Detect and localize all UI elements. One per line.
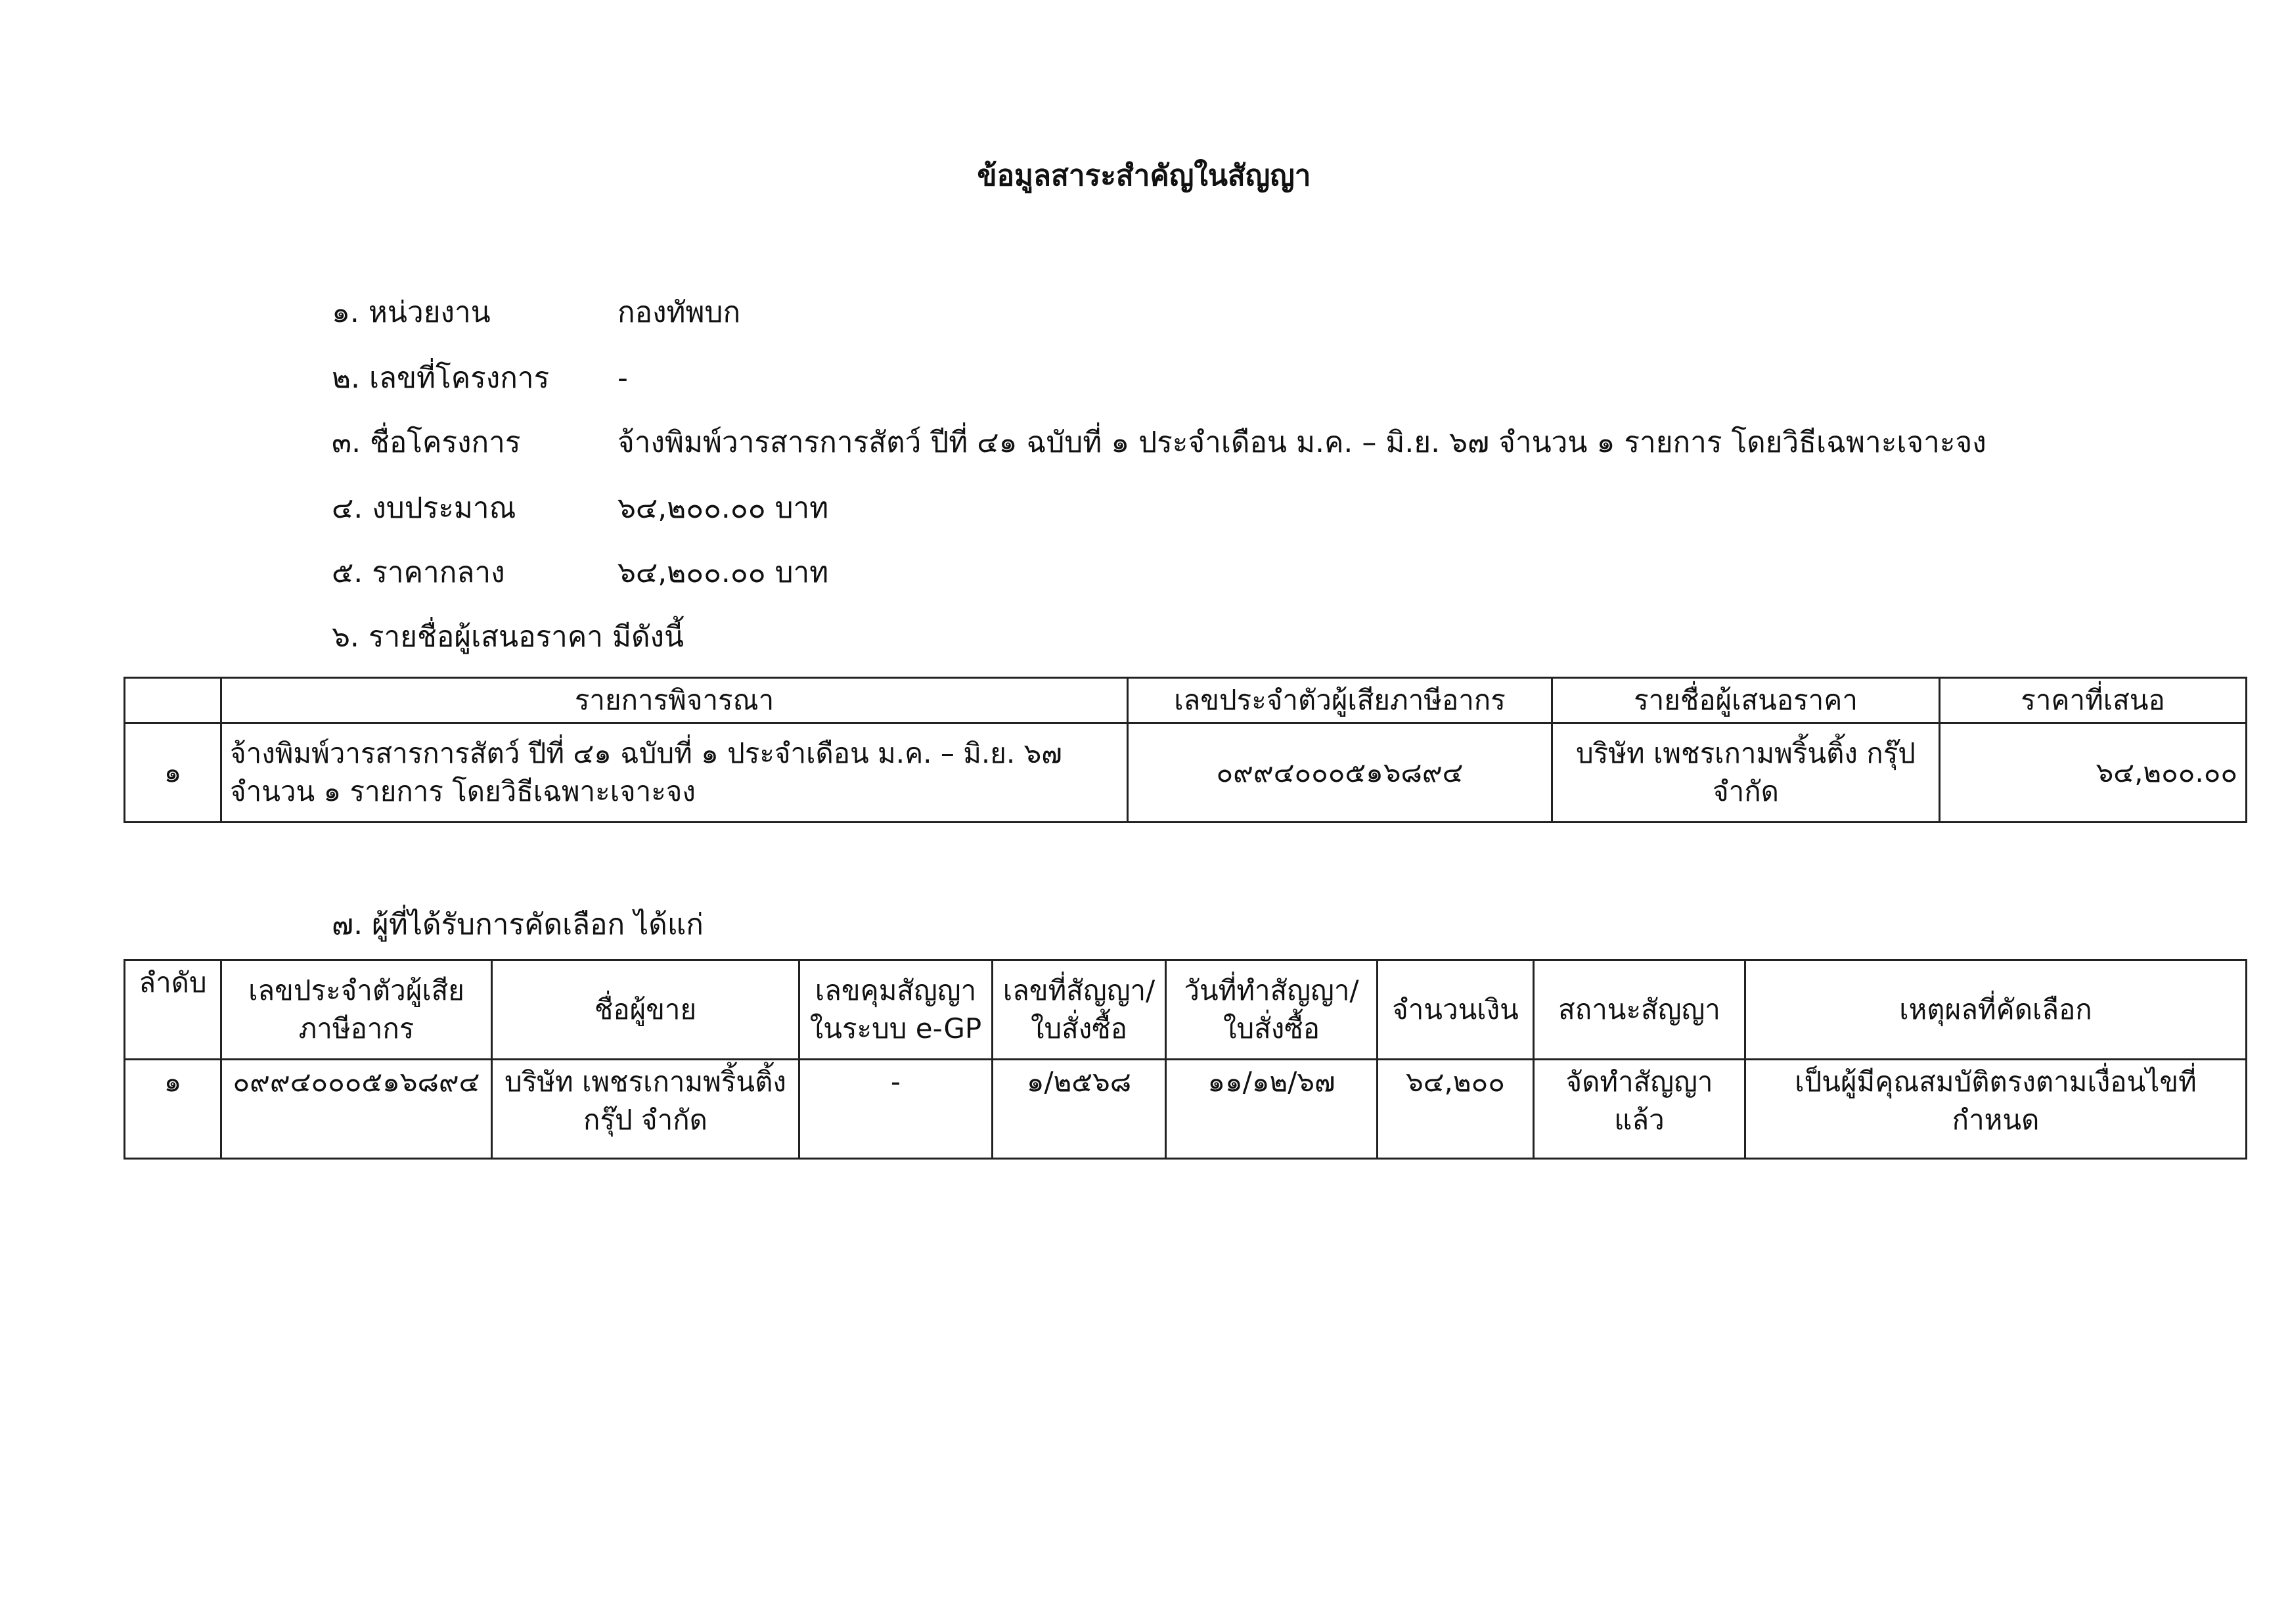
header-contract-number: เลขที่สัญญา/ใบสั่งซื้อ xyxy=(993,960,1166,1060)
header-amount: จำนวนเงิน xyxy=(1378,960,1534,1060)
header-egp-number: เลขคุมสัญญาในระบบ e-GP xyxy=(799,960,993,1060)
cell-tax-id: ๐๙๙๔๐๐๐๕๑๖๘๙๔ xyxy=(1128,723,1552,823)
table-header-row xyxy=(125,960,2247,1060)
header-no xyxy=(125,678,221,723)
cell-status: จัดทำสัญญาแล้ว xyxy=(1534,1060,1745,1159)
cell-item: จ้างพิมพ์วารสารการสัตว์ ปีที่ ๔๑ ฉบับที่ ๑ ประจำเดือน ม.ค. – มิ.ย. ๖๗ จำนวน ๑ รายการ โดยวิธีเฉพาะเจาะจง xyxy=(221,723,1128,823)
cell-egp-number: - xyxy=(799,1060,993,1159)
field-project-number-label: ๒. เลขที่โครงการ xyxy=(332,361,550,395)
cell-order: ๑ xyxy=(125,1060,221,1159)
field-project-name-label: ๓. ชื่อโครงการ xyxy=(332,426,521,459)
header-reason: เหตุผลที่คัดเลือก xyxy=(1745,960,2247,1060)
field-budget-value: ๖๔,๒๐๐.๐๐ บาท xyxy=(617,491,829,525)
header-tax-id: เลขประจำตัวผู้เสียภาษีอากร xyxy=(1128,678,1552,723)
header-price: ราคาที่เสนอ xyxy=(1940,678,2247,723)
field-project-number-value: - xyxy=(617,361,628,395)
field-agency-label: ๑. หน่วยงาน xyxy=(332,296,491,329)
table-header-row xyxy=(125,678,2247,723)
cell-contract-number: ๑/๒๕๖๘ xyxy=(993,1060,1166,1159)
field-median-price-label: ๕. ราคากลาง xyxy=(332,556,505,589)
cell-tax-id: ๐๙๙๔๐๐๐๕๑๖๘๙๔ xyxy=(221,1060,492,1159)
winners-table xyxy=(123,959,2247,1160)
cell-seller: บริษัท เพชรเกามพริ้นติ้ง กรุ๊ป จำกัด xyxy=(492,1060,799,1159)
cell-contract-date: ๑๑/๑๒/๖๗ xyxy=(1166,1060,1378,1159)
header-status: สถานะสัญญา xyxy=(1534,960,1745,1060)
document-title: ข้อมูลสาระสำคัญในสัญญา xyxy=(977,159,1311,192)
cell-bidder: บริษัท เพชรเกามพริ้นติ้ง กรุ๊ป จำกัด xyxy=(1552,723,1940,823)
table-row xyxy=(125,723,2247,823)
header-seller: ชื่อผู้ขาย xyxy=(492,960,799,1060)
header-item: รายการพิจารณา xyxy=(221,678,1128,723)
cell-amount: ๖๔,๒๐๐ xyxy=(1378,1060,1534,1159)
field-median-price-value: ๖๔,๒๐๐.๐๐ บาท xyxy=(617,556,829,589)
cell-price: ๖๔,๒๐๐.๐๐ xyxy=(1940,723,2247,823)
bidders-heading: ๖. รายชื่อผู้เสนอราคา มีดังนี้ xyxy=(332,620,684,654)
table-row xyxy=(125,1060,2247,1159)
cell-no: ๑ xyxy=(125,723,221,823)
bidders-table xyxy=(123,677,2247,823)
field-project-name-value: จ้างพิมพ์วารสารการสัตว์ ปีที่ ๔๑ ฉบับที่ ๑ ประจำเดือน ม.ค. – มิ.ย. ๖๗ จำนวน ๑ รายการ โดยวิธีเฉพาะเจาะจง xyxy=(617,426,1986,459)
winners-heading: ๗. ผู้ที่ได้รับการคัดเลือก ได้แก่ xyxy=(332,908,704,941)
header-bidder: รายชื่อผู้เสนอราคา xyxy=(1552,678,1940,723)
field-agency-value: กองทัพบก xyxy=(617,296,741,329)
field-budget-label: ๔. งบประมาณ xyxy=(332,491,516,525)
header-contract-date: วันที่ทำสัญญา/ใบสั่งซื้อ xyxy=(1166,960,1378,1060)
cell-reason: เป็นผู้มีคุณสมบัติตรงตามเงื่อนไขที่กำหนด xyxy=(1745,1060,2247,1159)
header-order: ลำดับ xyxy=(125,960,221,1060)
header-tax-id: เลขประจำตัวผู้เสียภาษีอากร xyxy=(221,960,492,1060)
